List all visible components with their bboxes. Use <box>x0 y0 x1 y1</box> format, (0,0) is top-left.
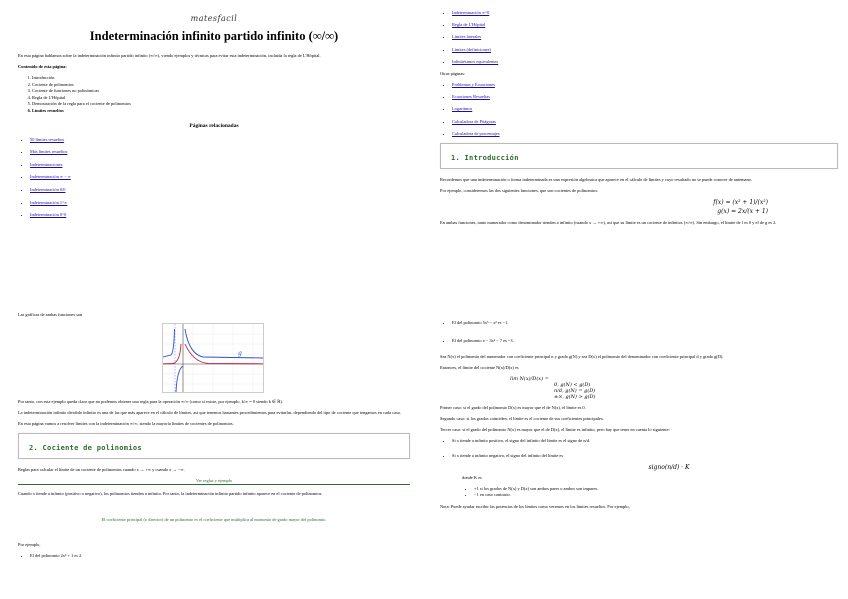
definition-highlight: El coeficiente principal (o director) de un polinomio es el coeficiente que multiplica al monomio de grado mayor del polinomio. <box>101 517 327 522</box>
g-curve <box>185 329 263 358</box>
third-case: Tercer caso: si el grado del polinomio N(x) es mayor que el de D(x), el límite es infinito, pero hay que tener en cuenta lo siguiente: <box>440 427 670 433</box>
g-curve-left <box>163 329 175 357</box>
related-link[interactable]: Indeterminación 1^∞ <box>30 199 68 205</box>
g-curve-lower <box>176 366 183 392</box>
limit-case: 0, g(N) < g(D) <box>554 382 591 389</box>
page-1 <box>0 0 424 299</box>
toc-item[interactable]: 5. Demostración de la regla para el cociente de polinomios <box>32 101 410 108</box>
other-links <box>440 82 838 137</box>
example-list-continued <box>440 320 838 344</box>
other-link[interactable]: Ecuaciones Resueltas <box>452 94 490 100</box>
intro-para-3: En ambas funciones, tanto numerador como denominador tienden a infinito (cuando x → +∞), así que su límite es un cociente de infinitos (∞/∞). Sin embargo, el límite de f es 0 y el de g es 2. <box>440 220 777 226</box>
section-title: 1. Introducción <box>451 154 519 163</box>
toc-list <box>18 75 410 115</box>
toc-item[interactable]: 4. Regla de L'Hôpital <box>32 95 410 102</box>
intro-para-2: Por ejemplo, consideremos las dos siguientes funciones, que son cocientes de polinomios: <box>440 188 599 194</box>
other-link[interactable]: Calculadora de porcentajes <box>452 130 500 136</box>
conclusion-para-3: En esta página vamos a resolver límites con la indeterminación ∞/∞, siendo la mayoría límites de cocientes de polinomios. <box>18 421 234 426</box>
rules-intro: Reglas para calcular el límite de un cociente de polinomios cuando x → +∞ y cuando x → −∞. <box>18 467 185 472</box>
toc-item[interactable]: 1. Introducción <box>32 75 410 82</box>
k-values <box>440 486 838 498</box>
intro-paragraph: En esta página hablamos sobre la indeterminación infinito partido infinito (∞/∞), viendo ejemplos y técnicas para evitar esta indeterminación, incluida la regla de L'Hôpital. <box>18 53 321 58</box>
definition-para: Sea N(x) el polinomio del numerador con coeficiente principal n y grado g(N) y sea D(x) el polinomio del denominador con coeficiente principal d y grado g(D). <box>440 354 724 360</box>
related-link[interactable]: Regla de L'Hôpital <box>452 22 486 28</box>
sign-rules <box>440 438 838 458</box>
related-link[interactable]: Indeterminación 0/0 <box>30 186 66 192</box>
limit-intro: Entonces, el límite del cociente N(x)/D(x) es <box>440 365 519 371</box>
where-k: donde K es <box>462 474 482 480</box>
site-logo[interactable]: matesfacil <box>190 14 238 23</box>
related-link[interactable]: Infinitésimos equivalentes <box>452 58 499 64</box>
related-title: Páginas relacionadas <box>189 122 239 129</box>
other-link[interactable]: Calculadora de Pitágoras <box>452 118 496 124</box>
related-link[interactable]: Más límites resueltos <box>30 149 68 155</box>
example-item: • El del polinomio x − 3x³ − 7 es −3. <box>452 338 838 344</box>
rules-toggle-link[interactable]: Ver reglas y ejemplo <box>18 478 410 485</box>
toc-title: Contenido de esta página: <box>18 64 67 69</box>
graphs-caption: Las gráficas de ambas funciones son <box>18 312 83 317</box>
k-value: • +1 si los grados de N(x) y D(x) son ambos pares o ambos son impares. <box>474 486 838 492</box>
toc-item[interactable]: 3. Cociente de funciones no polinómicas <box>32 88 410 95</box>
section-title: 2. Cociente de polinomios <box>29 444 142 452</box>
polynomials-para: Cuando x tiende a infinito (positivo o negativo), los polinomios tienden a infinito. Por tanto, la indeterminación infinito partido infinito aparece en el cociente de polinomios. <box>18 491 323 496</box>
note: Nota: Puede ayudar escribir las potencias de los límites como veremos en los límites resueltos. Por ejemplo, <box>440 504 630 510</box>
related-link[interactable]: Límites laterales <box>452 34 482 40</box>
example-intro: Por ejemplo, <box>18 542 41 547</box>
function-formulas <box>440 199 838 215</box>
function-graph <box>162 323 264 393</box>
first-case: Primer caso: si el grado del polinomio D(x) es mayor que el de N(x), el límite es 0. <box>440 405 586 411</box>
limit-lhs: lim N(x)/D(x) = <box>510 376 549 383</box>
example-item: • El del polinomio 2x³ + 1 es 2. <box>30 553 410 559</box>
page-4 <box>424 300 848 599</box>
graph-label-g: g <box>238 350 242 357</box>
conclusion-para-2: La indeterminación infinito dividido infinito es una de las que más aparece en el cálculo de límites, así que tenemos bastantes procedimientos para evitarlas, dependiendo del tipo de cociente que tengamos en cada caso. <box>18 410 402 415</box>
second-case: Segundo caso: si los grados coinciden, el límite es el cociente de sus coeficientes principales. <box>440 416 604 422</box>
related-links-continued <box>440 10 838 65</box>
sign-rule: • Si x tiende a infinito positivo, el signo del infinito del límite es el signo de n/d. <box>452 438 838 444</box>
section-heading-polynomials <box>18 433 410 459</box>
sign-formula: signo(n/d) · K <box>648 463 690 471</box>
other-pages-title: Otras páginas: <box>440 71 466 77</box>
example-list <box>18 553 410 559</box>
limit-case: ±∞, g(N) > g(D) <box>554 394 596 401</box>
other-link[interactable]: Logaritmos <box>452 106 473 112</box>
limit-formula <box>510 376 838 400</box>
k-value: • −1 en caso contrario. <box>474 492 838 498</box>
toc-item[interactable]: 6. Límites resueltos <box>32 108 410 115</box>
f-formula: f(x) = (x² + 1)/(x²) <box>713 199 768 207</box>
graph-svg <box>163 324 263 392</box>
related-link[interactable]: Indeterminación ∞^0 <box>452 10 490 15</box>
toc-item[interactable]: 2. Cociente de polinomios <box>32 82 410 89</box>
sign-rule: • Si x tiende a infinito negativo, el signo del infinito del límite es <box>452 453 838 459</box>
related-link[interactable]: Indeterminaciones <box>30 161 63 167</box>
page-title: Indeterminación infinito partido infinito (∞/∞) <box>89 29 339 43</box>
section-heading-intro <box>440 143 838 169</box>
related-link[interactable]: Indeterminación 0^0 <box>30 212 67 218</box>
related-link[interactable]: Límites (definiciones) <box>452 46 491 52</box>
intro-para-1: Recordemos que una indeterminación o forma indeterminada es una expresión algebraica que aparece en el cálculo de límites y cuyo resultado no se puede conocer de antemano. <box>440 177 752 183</box>
related-links <box>18 137 410 219</box>
page-3 <box>0 300 424 599</box>
limit-case: n/d, g(N) = g(D) <box>554 388 596 395</box>
related-link[interactable]: Indeterminación ∞ − ∞ <box>30 174 71 180</box>
related-link[interactable]: 50 límites resueltos <box>30 136 65 142</box>
page-2 <box>424 0 848 299</box>
example-item: • El del polinomio 5x⁵ − x² es −1. <box>452 320 838 326</box>
conclusion-para-1: Por tanto, con esta ejemplo queda claro que no podemos obtener una regla para la operación ∞/∞ (como sí existe, por ejemplo, k/∞ = 0 siendo k ∈ ℝ). <box>18 399 283 404</box>
other-link[interactable]: Problemas y Ecuaciones <box>452 82 495 88</box>
g-formula: g(x) = 2x/(x + 1) <box>717 208 768 216</box>
